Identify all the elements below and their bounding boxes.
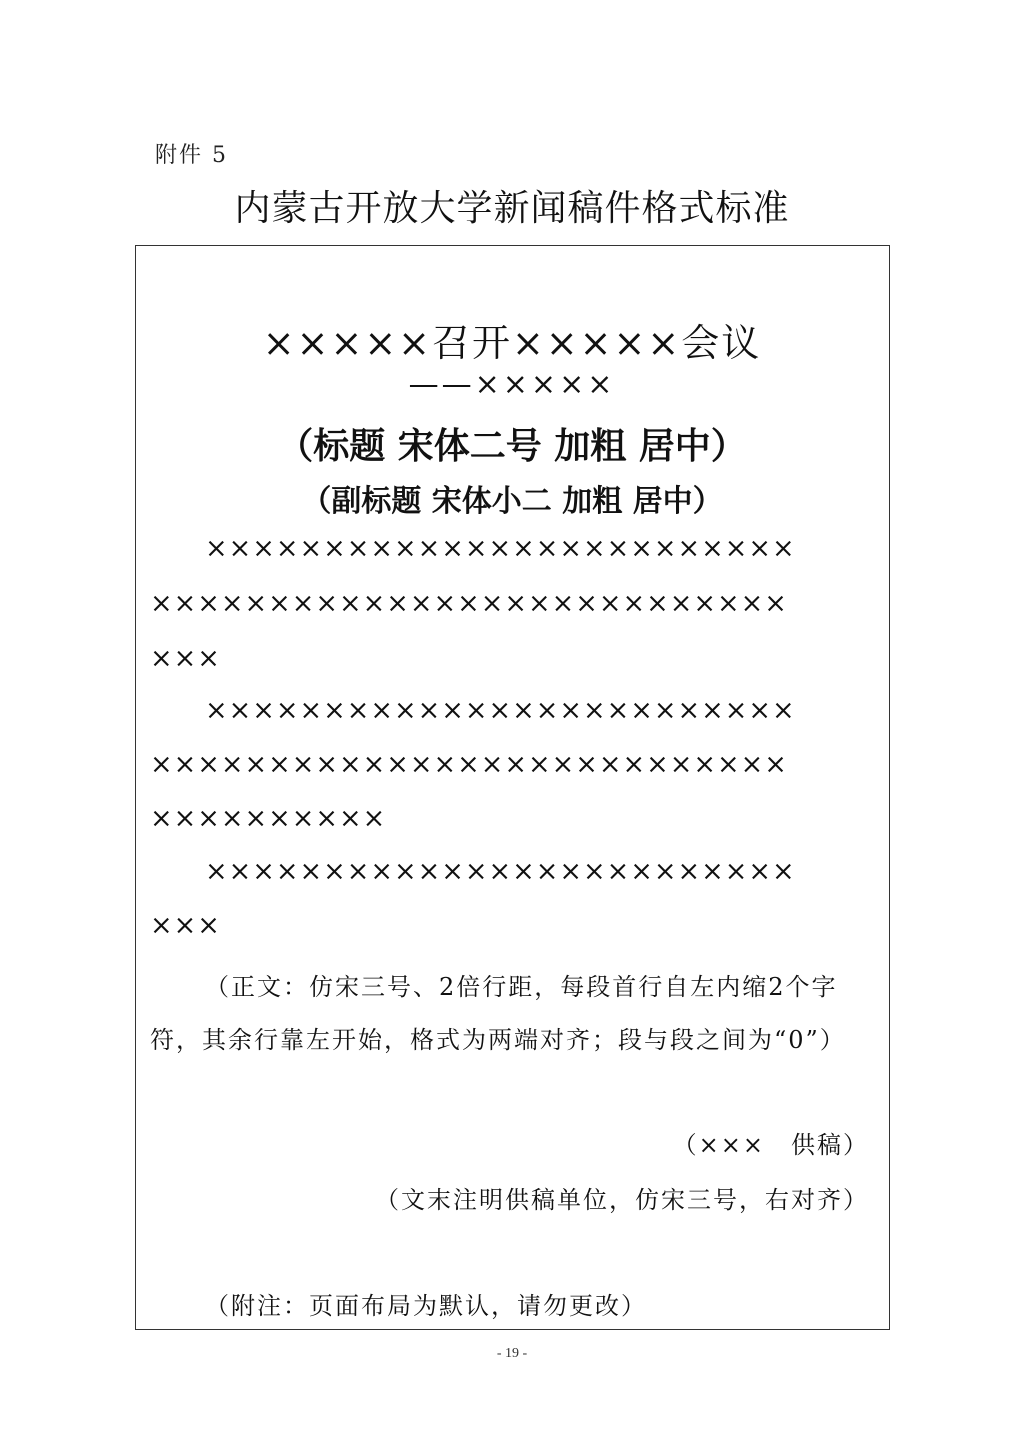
body-line: ××××××××××××××××××××××××× — [205, 695, 796, 726]
title-format-note: （标题 宋体二号 加粗 居中） — [277, 426, 747, 467]
body-format-note-line1: （正文：仿宋三号、2倍行距，每段首行自左内缩2个字 — [205, 973, 838, 1001]
contributor-line: （××× 供稿） — [672, 1131, 869, 1159]
layout-footnote: （附注：页面布局为默认，请勿更改） — [205, 1292, 647, 1320]
body-line: ××××××××××××××××××××××××××× — [150, 588, 788, 619]
news-subtitle: ——××××× — [408, 367, 616, 402]
body-line: ××××××××××××××××××××××××××× — [150, 749, 788, 780]
document-title: 内蒙古开放大学新闻稿件格式标准 — [234, 188, 790, 229]
body-format-note-line2: 符，其余行靠左开始，格式为两端对齐；段与段之间为“0”） — [150, 1026, 846, 1054]
contributor-format-note: （文末注明供稿单位，仿宋三号，右对齐） — [375, 1186, 869, 1214]
news-title: ×××××召开×××××会议 — [262, 321, 762, 365]
body-line: ××× — [150, 643, 221, 674]
body-line: ××× — [150, 910, 221, 941]
page-number: - 19 - — [496, 1346, 528, 1361]
body-line: ××××××××××××××××××××××××× — [205, 856, 796, 887]
subtitle-format-note: （副标题 宋体小二 加粗 居中） — [301, 484, 723, 519]
body-line: ××××××××××××××××××××××××× — [205, 533, 796, 564]
attachment-label: 附件 5 — [155, 143, 228, 168]
sample-frame — [135, 245, 890, 1330]
body-line: ×××××××××× — [150, 803, 387, 834]
